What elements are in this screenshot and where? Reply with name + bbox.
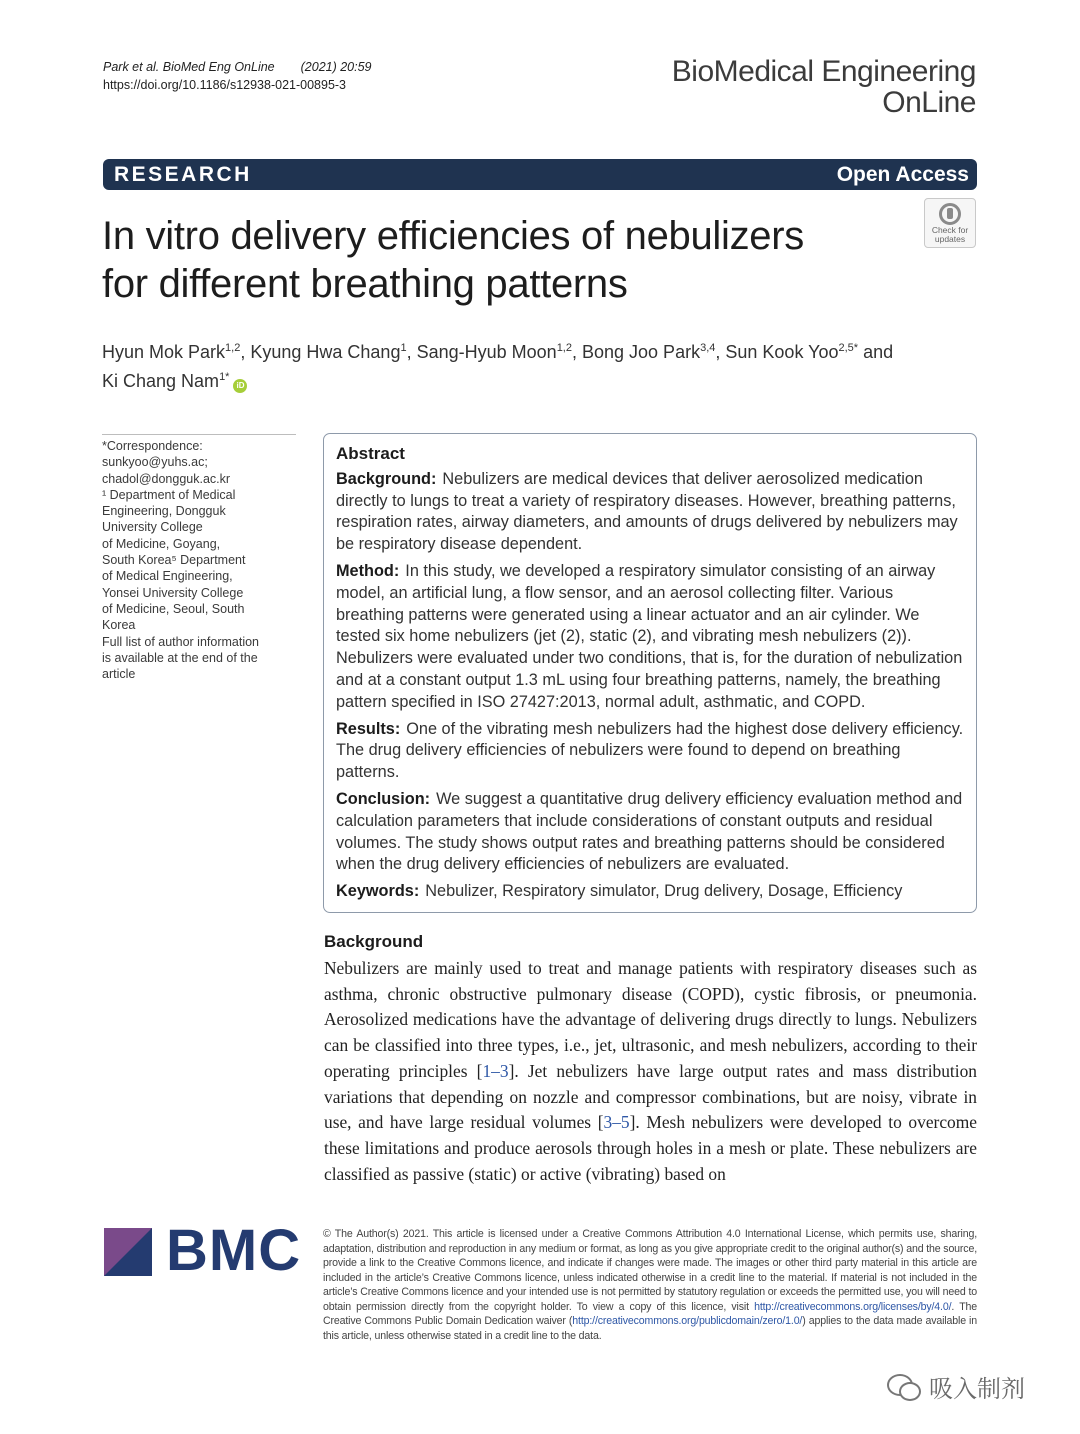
section-label: Conclusion: <box>336 789 431 808</box>
author-name[interactable]: Hyun Mok Park <box>102 342 226 362</box>
body-text: ]. Mesh nebulizers were developed to overcome these limitations and produce aerosols through holes in a mesh or plate. These nebulizers are classified as passive (static) or active (vibrating) based on <box>324 1112 977 1184</box>
bmc-logo <box>104 1218 302 1283</box>
author-name[interactable]: Sang-Hyub Moon <box>416 342 557 362</box>
sidebar-line: South Korea⁵ Department <box>102 553 246 568</box>
wechat-icon <box>887 1372 921 1400</box>
sidebar-line: Korea <box>102 618 136 633</box>
section-label: Background: <box>336 469 437 488</box>
citation-journal: Park et al. BioMed Eng OnLine <box>103 60 275 74</box>
citation-year: (2021) 20:59 <box>300 60 372 74</box>
sidebar-line: University College <box>102 520 203 535</box>
journal-name-line1: BioMedical Engineering <box>671 55 976 88</box>
sidebar-line: article <box>102 667 136 682</box>
sidebar-line: sunkyoo@yuhs.ac; <box>102 455 208 470</box>
wechat-watermark <box>887 1368 1025 1404</box>
check-updates-icon <box>939 203 961 225</box>
sidebar-line: of Medicine, Seoul, South <box>102 601 245 616</box>
author-separator: and <box>858 342 894 362</box>
author-affiliation: 3,4 <box>700 342 716 354</box>
abstract-section-conclusion <box>336 789 964 876</box>
author-affiliation: 1* <box>219 371 230 383</box>
abstract-section-keywords <box>336 881 964 903</box>
sidebar-line: chadol@dongguk.ac.kr <box>102 471 231 486</box>
section-text: One of the vibrating mesh nebulizers had the highest dose delivery efficiency. The drug delivery efficiencies of nebulizers were found to depend on breathing patterns. <box>336 719 964 782</box>
section-label: Method: <box>336 561 400 580</box>
citation <box>103 58 372 94</box>
abstract-section-background <box>336 469 964 556</box>
section-text: Nebulizer, Respiratory simulator, Drug delivery, Dosage, Efficiency <box>425 882 903 901</box>
author-separator: , <box>715 342 726 362</box>
section-label: Keywords: <box>336 882 420 901</box>
bmc-logo-triangle <box>104 1228 152 1276</box>
section-text: We suggest a quantitative drug delivery efficiency evaluation method and calculation parameters that include considerations of constant outputs and residual volumes. The study shows output rates and breathing patterns should be considered when the drug delivery efficiencies of nebulizers are evaluated. <box>336 789 963 874</box>
license-text: ) applies to the data made available in this article, unless otherwise stated in a credit line to the data. <box>323 1315 977 1342</box>
author-affiliation: 1,2 <box>225 342 241 354</box>
author-name[interactable]: Kyung Hwa Chang <box>250 342 401 362</box>
sidebar-line: *Correspondence: <box>102 439 203 453</box>
abstract-section-results <box>336 719 964 784</box>
sidebar-line: Engineering, Dongguk <box>102 504 226 519</box>
journal-name <box>672 56 976 118</box>
reference-link[interactable]: 1–3 <box>482 1060 509 1081</box>
bmc-logo-text: BMC <box>166 1218 302 1283</box>
author-separator: , <box>571 342 582 362</box>
body-text: Nebulizers are mainly used to treat and manage patients with respiratory diseases such as asthma, chronic obstructive pulmonary disease (COPD), cystic fibrosis, or pneumonia. Aerosolized medications have the advantage of delivering drugs directly to lungs. Nebulizers can be classified into three types, i.e., jet, ultrasonic, and mesh nebulizers, according to their operating principles [ <box>324 958 977 1081</box>
section-label: Results: <box>336 719 401 738</box>
sidebar-line: of Medicine, Goyang, <box>102 536 221 551</box>
abstract-section-method <box>336 561 964 714</box>
orcid-icon[interactable]: iD <box>233 379 247 393</box>
reference-link[interactable]: 3–5 <box>603 1112 630 1133</box>
sidebar-line: is available at the end of the <box>102 650 258 665</box>
author-name[interactable]: Ki Chang Nam <box>102 371 220 391</box>
author-name[interactable]: Bong Joo Park <box>582 342 701 362</box>
abstract-box <box>323 433 977 913</box>
sidebar-line: ¹ Department of Medical <box>102 487 236 502</box>
sidebar-line: Full list of author information <box>102 634 260 649</box>
sidebar-line: of Medical Engineering, <box>102 569 233 584</box>
section-text: In this study, we developed a respiratory simulator consisting of an airway model, an artificial lung, a flow sensor, and an aerosol collecting filter. Various breathing patterns were generated using a linear actuator and an air cylinder. We tested six home nebulizers (jet (2), static (2), and vibrating mesh nebulizers (2)). Nebulizers were evaluated under two conditions, that is, for the duration of nebulization and at a constant output 1.3 mL using four breathing patterns, namely, the breathing pattern specified in ISO 27427:2013, normal adult, asthmatic, and COPD. <box>336 561 963 711</box>
author-affiliation: 1,2 <box>556 342 572 354</box>
author-list <box>102 336 893 394</box>
title-line2: for different breathing patterns <box>102 262 628 306</box>
license-text: © The Author(s) 2021. This article is licensed under a Creative Commons Attribution 4.0 International License, which permits use, sharing, adaptation, distribution and reproduction in any medium or format, as long as you give appropriate credit to the original author(s) and the source, provide a link to the Creative Commons licence, and indicate if changes were made. The images or other third party material in this article are included in the article’s Creative Commons licence, unless indicated otherwise in a credit line to the material. If material is not included in the article’s Creative Commons licence and your intended use is not permitted by statutory regulation or exceeds the permitted use, you will need to obtain permission directly from the copyright holder. To view a copy of this licence, visit <box>323 1228 977 1313</box>
license-link[interactable]: http://creativecommons.org/licenses/by/4.0/ <box>754 1300 952 1313</box>
article-title <box>102 212 804 308</box>
title-line1: In vitro delivery efficiencies of nebulizers <box>102 214 804 258</box>
abstract-heading: Abstract <box>336 444 405 463</box>
section-text: Nebulizers are medical devices that deliver aerosolized medication directly to lungs to treat a variety of respiratory diseases. However, breathing patterns, respiration rates, airway diameters, and amounts of drugs delivered by nebulizers may be respiratory disease dependent. <box>336 469 958 554</box>
journal-name-line2: OnLine <box>882 86 976 119</box>
check-updates-line2: updates <box>934 233 966 244</box>
author-affiliation: 2,5* <box>838 342 859 354</box>
sidebar-line: Yonsei University College <box>102 585 244 600</box>
correspondence-sidebar <box>102 434 296 682</box>
author-separator: , <box>406 342 417 362</box>
body-paragraph <box>324 956 977 1187</box>
license-statement <box>323 1227 977 1343</box>
author-name[interactable]: Sun Kook Yoo <box>725 342 839 362</box>
license-text: . The Creative Commons Public Domain Dedication waiver ( <box>323 1300 978 1327</box>
article-type: RESEARCH <box>114 162 252 186</box>
article-type-banner <box>103 159 977 190</box>
doi-link[interactable]: https://doi.org/10.1186/s12938-021-00895-3 <box>103 78 347 92</box>
section-heading-background: Background <box>324 932 424 951</box>
watermark-text: 吸入制剂 <box>929 1375 1025 1403</box>
check-updates-line1: Check for <box>931 225 969 235</box>
check-for-updates-button[interactable] <box>924 198 976 248</box>
author-affiliation: 1 <box>400 342 407 354</box>
cc0-link[interactable]: http://creativecommons.org/publicdomain/zero/1.0/ <box>572 1315 803 1327</box>
body-text: ]. Jet nebulizers have large output rates and mass distribution variations that depending on nozzle and compressor combinations, but are noisy, vibrate in use, and have large residual volumes [ <box>324 1060 977 1133</box>
author-separator: , <box>240 342 251 362</box>
open-access-label: Open Access <box>836 162 969 186</box>
